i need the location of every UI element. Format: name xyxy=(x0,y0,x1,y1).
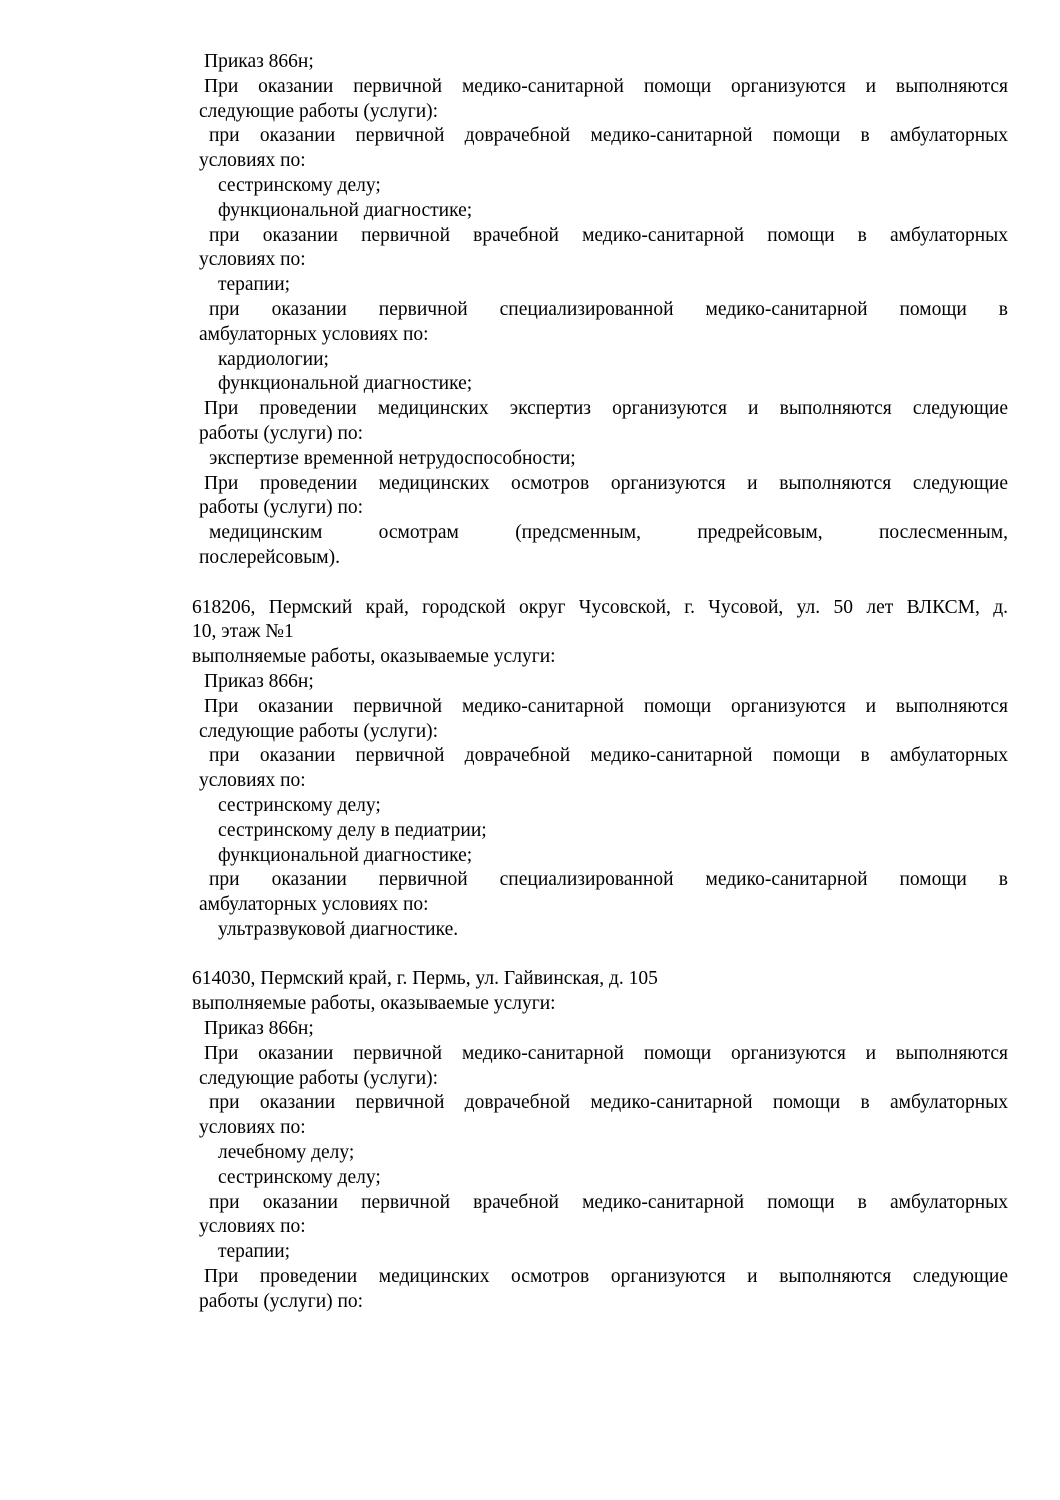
text-line: При проведении медицинских осмотров организуются и выполняются следующие xyxy=(204,472,1008,494)
text-line: При проведении медицинских осмотров организуются и выполняются следующие xyxy=(204,1266,1008,1288)
works-section-2 xyxy=(192,596,1008,943)
text-line: при оказании первичной доврачебной медико-санитарной помощи в амбулаторных xyxy=(209,125,1008,147)
address-line: 10, этаж №1 xyxy=(192,621,294,643)
address-line: 618206, Пермский край, городской округ Чусовской, г. Чусовой, ул. 50 лет ВЛКСМ, д. xyxy=(192,596,1008,618)
text-line: при оказании первичной врачебной медико-санитарной помощи в амбулаторных xyxy=(209,1191,1008,1213)
text-line: следующие работы (услуги): xyxy=(199,720,439,742)
service-item-line: функциональной диагностике; xyxy=(218,373,473,395)
text-line: условиях по: xyxy=(199,770,306,792)
text-line: следующие работы (услуги): xyxy=(199,100,439,122)
service-item-line: терапии; xyxy=(218,274,291,296)
service-item-line: ультразвуковой диагностике. xyxy=(218,918,459,940)
service-item-line: терапии; xyxy=(218,1241,291,1263)
service-item-line: медицинским осмотрам (предсменным, предрейсовым, послесменным, xyxy=(209,522,1008,544)
text-line: Приказ 866н; xyxy=(204,670,314,692)
works-section-3 xyxy=(192,967,1008,1314)
text-line: при оказании первичной доврачебной медико-санитарной помощи в амбулаторных xyxy=(209,745,1008,767)
text-line: условиях по: xyxy=(199,249,306,271)
text-line: при оказании первичной врачебной медико-санитарной помощи в амбулаторных xyxy=(209,224,1008,246)
document-content xyxy=(192,50,1008,1315)
works-services-label: выполняемые работы, оказываемые услуги: xyxy=(192,646,556,668)
text-line: при оказании первичной специализированной медико-санитарной помощи в xyxy=(209,869,1008,891)
text-line: При оказании первичной медико-санитарной помощи организуются и выполняются xyxy=(204,695,1008,717)
service-item-line: сестринскому делу; xyxy=(218,174,381,196)
text-line: работы (услуги) по: xyxy=(199,497,364,519)
text-line: условиях по: xyxy=(199,1216,306,1238)
service-item-line: сестринскому делу; xyxy=(218,794,381,816)
text-line: условиях по: xyxy=(199,150,306,172)
service-item-line: экспертизе временной нетрудоспособности; xyxy=(209,447,576,469)
text-line: амбулаторных условиях по: xyxy=(199,894,429,916)
service-item-line: сестринскому делу; xyxy=(218,1166,381,1188)
text-line: Приказ 866н; xyxy=(204,51,314,72)
text-line: При оказании первичной медико-санитарной помощи организуются и выполняются xyxy=(204,75,1008,97)
works-services-label: выполняемые работы, оказываемые услуги: xyxy=(192,993,556,1015)
service-item-line: кардиологии; xyxy=(218,348,329,370)
text-line: условиях по: xyxy=(199,1117,306,1139)
text-line: следующие работы (услуги): xyxy=(199,1067,439,1089)
address-line: 614030, Пермский край, г. Пермь, ул. Гайвинская, д. 105 xyxy=(192,968,658,990)
service-item-line: сестринскому делу в педиатрии; xyxy=(218,819,487,841)
text-line: При проведении медицинских экспертиз организуются и выполняются следующие xyxy=(204,398,1008,420)
service-item-line: функциональной диагностике; xyxy=(218,844,473,866)
service-item-line: лечебному делу; xyxy=(218,1142,355,1164)
text-line: работы (услуги) по: xyxy=(199,1290,364,1312)
text-line: амбулаторных условиях по: xyxy=(199,323,429,345)
text-line: Приказ 866н; xyxy=(204,1018,314,1040)
text-line: работы (услуги) по: xyxy=(199,422,364,444)
text-line: при оказании первичной специализированной медико-санитарной помощи в xyxy=(209,298,1008,320)
service-item-line: послерейсовым). xyxy=(199,546,340,568)
text-line: При оказании первичной медико-санитарной помощи организуются и выполняются xyxy=(204,1042,1008,1064)
works-section-1 xyxy=(192,50,1008,571)
text-line: при оказании первичной доврачебной медико-санитарной помощи в амбулаторных xyxy=(209,1092,1008,1114)
service-item-line: функциональной диагностике; xyxy=(218,199,473,221)
